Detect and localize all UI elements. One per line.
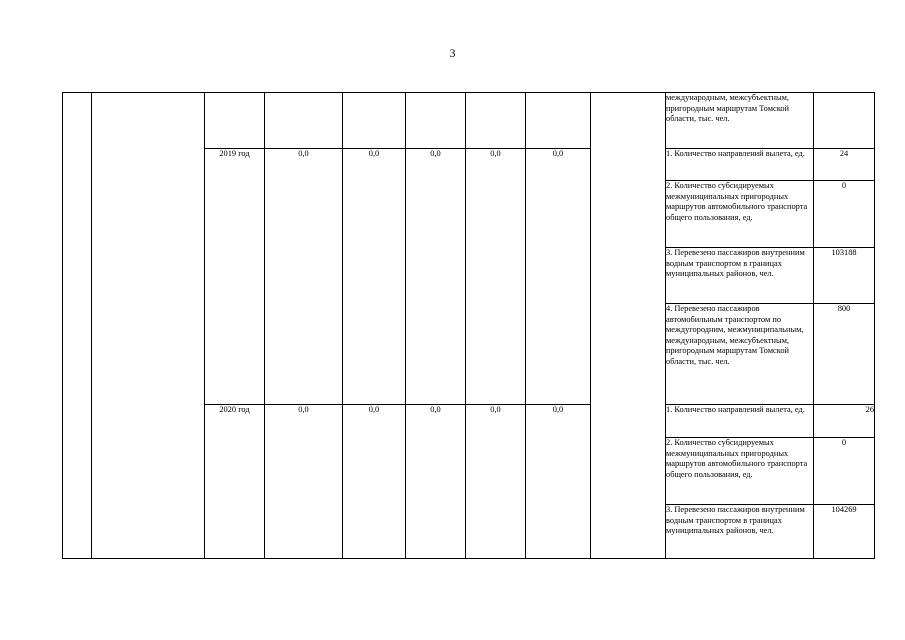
col-number-cell (63, 93, 92, 559)
indicator-value: 24 (814, 149, 875, 181)
indicator-text: 3. Перевезено пассажиров внутренним водным транспортом в границах муниципальных районов, чел. (666, 505, 814, 559)
indicator-text: 4. Перевезено пассажиров автомобильным транспортом по междугородним, межмуниципальным, международным, межсубъектным, пригородным маршрутам Томской области, тыс. чел. (666, 304, 814, 405)
table-row (63, 93, 875, 149)
amount-cell: 0,0 (526, 149, 591, 405)
amount-cell: 0,0 (466, 405, 526, 559)
amount-cell: 0,0 (343, 149, 406, 405)
indicator-text: 1. Количество направлений вылета, ед. (666, 405, 814, 438)
amount-cell: 0,0 (406, 405, 466, 559)
indicator-text: 2. Количество субсидируемых межмуниципальных пригородных маршрутов автомобильного транспорта общего пользования, ед. (666, 181, 814, 248)
indicator-text: 1. Количество направлений вылета, ед. (666, 149, 814, 181)
amount-cell: 0,0 (265, 405, 343, 559)
indicator-text: 3. Перевезено пассажиров внутренним водным транспортом в границах муниципальных районов, чел. (666, 248, 814, 304)
page-number: 3 (449, 46, 456, 60)
indicator-text: 2. Количество субсидируемых межмуниципальных пригородных маршрутов автомобильного транспорта общего пользования, ед. (666, 438, 814, 505)
indicator-text: международным, межсубъектным, пригородным маршрутам Томской области, тыс. чел. (666, 93, 814, 149)
indicator-value: 103188 (814, 248, 875, 304)
year-cell: 2019 год (205, 149, 265, 405)
indicator-value: 0 (814, 181, 875, 248)
indicator-value (814, 93, 875, 149)
indicator-value: 800 (814, 304, 875, 405)
indicator-value: 0 (814, 438, 875, 505)
indicator-value: 104269 (814, 505, 875, 559)
year-cell: 2020 год (205, 405, 265, 559)
amount-cell: 0,0 (526, 405, 591, 559)
col-name-cell (92, 93, 205, 559)
amount-cell: 0,0 (343, 405, 406, 559)
indicator-value: 26 (814, 405, 875, 438)
col-executor-cell (591, 93, 666, 559)
amount-cell: 0,0 (265, 149, 343, 405)
amount-cell: 0,0 (466, 149, 526, 405)
program-table (62, 92, 875, 559)
amount-cell: 0,0 (406, 149, 466, 405)
